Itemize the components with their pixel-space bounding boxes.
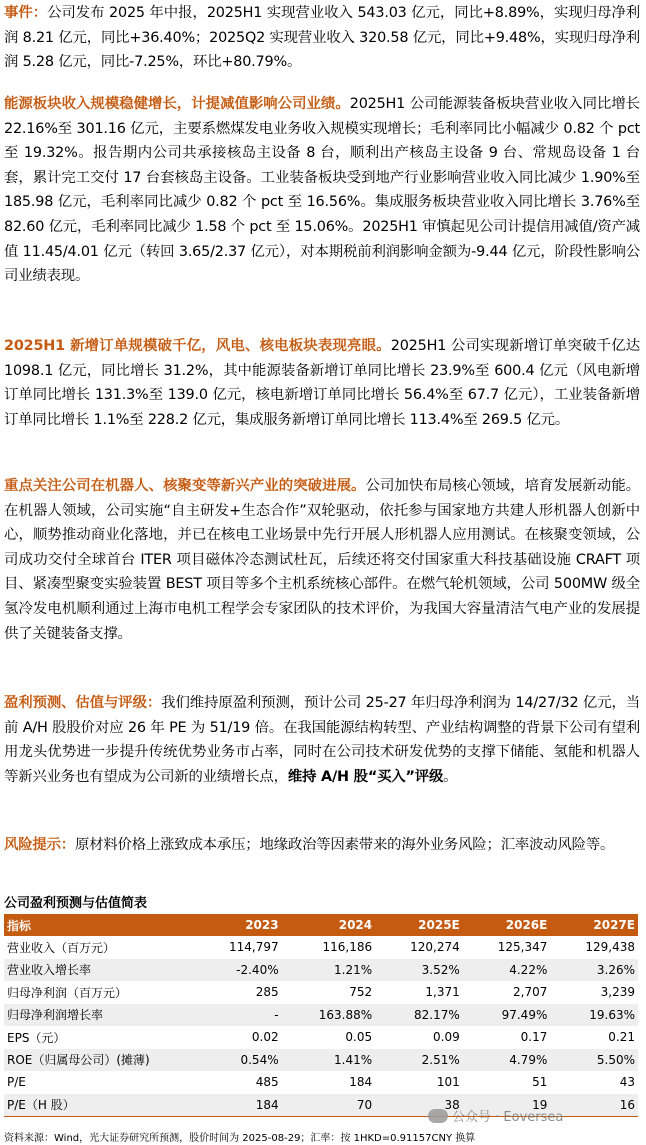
table-cell: 归母净利润增长率	[4, 1004, 194, 1027]
header-cell: 2023	[194, 914, 282, 936]
events-body: 公司发布 2025 年中报，2025H1 实现营业收入 543.03 亿元，同比+8.89%，实现归母净利润 8.21 亿元，同比+36.40%；2025Q2 实现营业收入 320.58 亿元，同比+9.48%，实现归母净利润 5.28 亿元，同比-7.25%，环比+80.79%。	[4, 5, 641, 71]
energy-paragraph	[4, 92, 640, 289]
watermark	[428, 1106, 563, 1125]
table-row	[4, 981, 638, 1004]
table-cell: 1.21%	[282, 959, 376, 982]
table-cell: 129,438	[585, 940, 635, 955]
table-cell: 2,707	[513, 985, 548, 1000]
risk-body: 原材料价格上涨致成本承压；地缘政治等因素带来的海外业务风险；汇率波动风险等。	[74, 837, 615, 853]
header-cell: 2027E	[550, 914, 638, 936]
table-row	[4, 936, 638, 959]
table-cell: 0.17	[520, 1030, 548, 1045]
table-cell: 0.54%	[194, 1049, 282, 1072]
header-cell: 指标	[4, 914, 194, 936]
table-cell: 1.41%	[282, 1049, 376, 1072]
table-cell: 0.09	[433, 1030, 460, 1045]
table-cell: 16	[550, 1094, 638, 1117]
table-cell: 163.88%	[282, 1004, 376, 1027]
table-cell: 101	[436, 1075, 460, 1090]
forecast-paragraph	[4, 691, 640, 789]
table-cell: 19.63%	[550, 1004, 638, 1027]
energy-heading: 能源板块收入规模稳健增长，计提减值影响公司业绩。	[4, 96, 350, 112]
table-cell: -2.40%	[194, 959, 282, 982]
orders-heading: 2025H1 新增订单规模破千亿，风电、核电板块表现亮眼。	[4, 338, 391, 354]
header-cell: 2026E	[463, 914, 551, 936]
risk-heading: 风险提示：	[4, 837, 75, 853]
table-row	[4, 1071, 638, 1094]
events-heading: 事件：	[4, 5, 48, 21]
table-cell: 184	[194, 1094, 282, 1117]
robots-body: 公司加快布局核心领域，培育发展新动能。在机器人领域，公司实施“自主研发+生态合作”双轮驱动，依托参与国家地方共建人形机器人创新中心，顺势推动商业化落地，并已在核电工业场景中先行开展人形机器人应用测试。在核聚变领域，公司成功交付全球首台 ITER 项目磁体冷态测试杜瓦，后续还将交付国家重大科技基础设施 CRAFT 项目、紧凑型聚变实验装置 BEST 项目等多个主机系统核心部件。在燃气轮机领域，公司 500MW 级全氢冷发电机顺利通过上海市电机工程学会专家团队的技术评价，为我国大容量清洁气电产业的发展提供了关键装备支撑。	[4, 478, 640, 642]
table-title: 公司盈利预测与估值简表	[4, 896, 148, 911]
table-cell: 0.02	[251, 1030, 279, 1045]
table-cell: P/E（H 股）	[4, 1094, 194, 1117]
table-cell: 2.51%	[375, 1049, 463, 1072]
table-cell: 43	[619, 1075, 635, 1090]
orders-body: 2025H1 公司实现新增订单突破千亿达 1098.1 亿元，同比增长 31.2%，其中能源装备新增订单同比增长 23.9%至 600.4 亿元（风电新增订单同比增长 131.3%至 139.0 亿元，核电新增订单同比增长 56.4%至 67.7 亿元），工业装备新增订单同比增长 1.1%至 228.2 亿元，集成服务新增订单同比增长 113.4%至 269.5 亿元。	[4, 338, 640, 428]
table-cell: 3.26%	[550, 959, 638, 982]
risk-paragraph	[4, 833, 640, 858]
table-cell: 114,797	[228, 940, 279, 955]
table-header-row	[4, 914, 638, 936]
wechat-icon	[428, 1109, 448, 1123]
table-cell: P/E	[7, 1075, 26, 1090]
table-cell: 285	[255, 985, 279, 1000]
table-cell: 70	[282, 1094, 376, 1117]
table-cell: 82.17%	[375, 1004, 463, 1027]
table-row	[4, 1026, 638, 1049]
table-row	[4, 1049, 638, 1072]
table-cell: 97.49%	[463, 1004, 551, 1027]
rating-text: 维持 A/H 股“买入”评级	[287, 768, 444, 785]
table-cell: 752	[349, 985, 373, 1000]
forecast-heading: 盈利预测、估值与评级：	[4, 695, 162, 711]
table-cell: 184	[349, 1075, 373, 1090]
table-cell: ROE（归属母公司）(摊薄)	[4, 1049, 194, 1072]
table-cell: 51	[532, 1075, 548, 1090]
table-cell: 4.22%	[463, 959, 551, 982]
table-cell: -	[194, 1004, 282, 1027]
table-cell: 0.21	[608, 1030, 635, 1045]
table-cell: 归母净利润（百万元）	[7, 985, 128, 1000]
energy-body: 2025H1 公司能源装备板块营业收入同比增长 22.16%至 301.16 亿元，主要系燃煤发电业务收入规模实现增长；毛利率同比小幅减少 0.82 个 pct 至 19.32%。报告期内公司共承接核岛主设备 8 台，顺利出产核岛主设备 9 台、常规岛设备 1 台套，累计完工交付 17 台套核岛主设备。工业装备板块受到地产行业影响营业收入同比减少 1.90%至 185.98 亿元，毛利率同比减少 0.82 个 pct 至 16.56%。集成服务板块营业收入同比增长 3.76%至 82.60 亿元，毛利率同比减少 1.58 个 pct 至 15.06%。2025H1 审慎起见公司计提信用减值/资产减值 11.45/4.01 亿元（转回 3.65/2.37 亿元），对本期税前利润影响金额为-9.44 亿元，阶段性影响公司业绩表现。	[4, 96, 640, 285]
table-cell: EPS（元）	[7, 1030, 66, 1045]
table-cell: 38	[375, 1094, 463, 1117]
table-row	[4, 1004, 638, 1027]
table-cell: 116,186	[322, 940, 373, 955]
table-cell: 3,239	[600, 985, 635, 1000]
table-cell: 4.79%	[463, 1049, 551, 1072]
table-cell: 485	[255, 1075, 279, 1090]
events-paragraph	[4, 1, 640, 75]
table-cell: 营业收入增长率	[4, 959, 194, 982]
table-cell: 5.50%	[550, 1049, 638, 1072]
table-row	[4, 959, 638, 982]
watermark-text: 公众号 · Eoversea	[452, 1110, 564, 1125]
source-note: 资料来源：Wind，光大证券研究所预测，股价时间为 2025-08-29；汇率：按 1HKD=0.91157CNY 换算	[4, 1133, 476, 1144]
header-cell: 2024	[282, 914, 376, 936]
table-cell: 19	[463, 1094, 551, 1117]
forecast-table	[4, 914, 638, 1117]
robots-heading: 重点关注公司在机器人、核聚变等新兴产业的突破进展。	[4, 478, 366, 494]
orders-paragraph	[4, 334, 640, 432]
table-cell: 0.05	[345, 1030, 373, 1045]
table-cell: 1,371	[425, 985, 460, 1000]
forecast-tail: 。	[443, 768, 458, 785]
table-cell: 3.52%	[375, 959, 463, 982]
forecast-body: 我们维持原盈利预测，预计公司 25-27 年归母净利润为 14/27/32 亿元，当前 A/H 股股价对应 26 年 PE 为 51/19 倍。在我国能源结构转型、产业结构调整的背景下公司有望利用龙头优势进一步提升传统优势业务市占率，同时在公司技术研发优势的支撑下储能、氢能和机器人等新兴业务也有望成为公司新的业绩增长点，	[4, 695, 640, 785]
robots-paragraph	[4, 474, 640, 646]
header-cell: 2025E	[375, 914, 463, 936]
table-cell: 120,274	[410, 940, 460, 955]
table-cell: 125,347	[497, 940, 548, 955]
table-cell: 营业收入（百万元）	[7, 940, 116, 955]
